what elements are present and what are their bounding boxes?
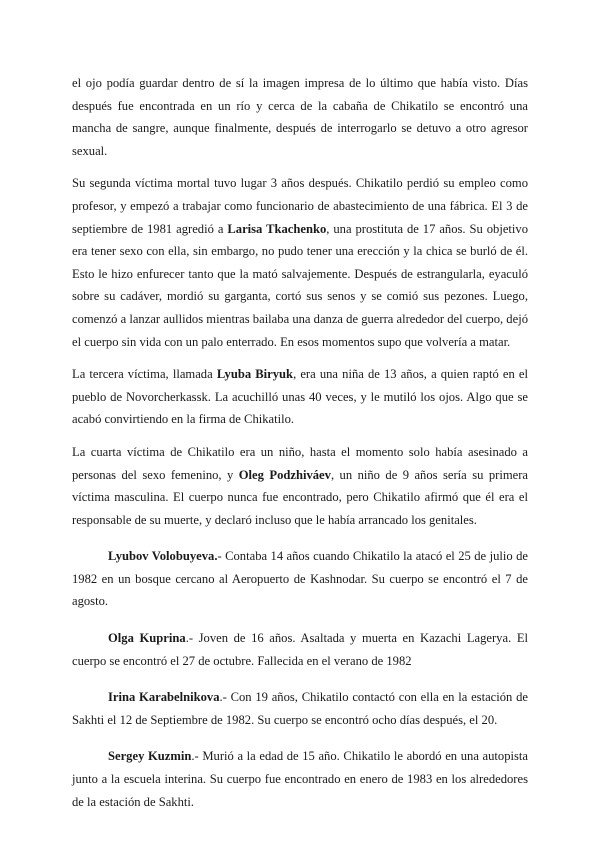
paragraph-text: , era una niña de 13 años, a quien raptó en el pueblo de Novorcherkassk. La acuchilló unas 40 veces, y le mutiló los ojos. Algo que se acabó convirtiendo en la firma de Chikatilo. (72, 367, 529, 427)
paragraph-second-victim (72, 172, 528, 353)
victim-name: Sergey Kuzmin (108, 749, 192, 764)
paragraph-text: , una prostituta de 17 años. Su objetivo era tener sexo con ella, sin embargo, no pudo tener una erección y la chica se burló de él. Esto le hizo enfurecer tanto que la mató salvajemente. Después de estrangularla, eyaculó sobre su cadáver, mordió su garganta, cortó sus senos y se comió sus pezones. Luego, comenzó a lanzar aullidos mientras bailaba una danza de guerra alrededor del cuerpo, dejó el cuerpo sin vida con un palo enterrado. En esos momentos supo que volvería a matar. (72, 221, 529, 349)
victim-description: .- Joven de 16 años. Asaltada y muerta en Kazachi Lagerya. El cuerpo se encontró el 27 de octubre. Fallecida en el verano de 1982 (72, 631, 529, 668)
victim-name: Olga Kuprina (108, 631, 186, 646)
paragraph-text: el ojo podía guardar dentro de sí la imagen impresa de lo último que había visto. Días después fue encontrada en un río y cerca de la cabaña de Chikatilo se encontró una mancha de sangre, aunque finalmente, después de interrogarlo se detuvo a otro agresor sexual. (72, 76, 528, 158)
victim-description: .- Murió a la edad de 15 año. Chikatilo le abordó en una autopista junto a la escuela interina. Su cuerpo fue encontrado en enero de 1983 en los alrededores de la estación de Sakhti. (72, 749, 528, 809)
paragraph-text: La cuarta víctima de Chikatilo era un niño, hasta el momento solo había asesinado a personas del sexo femenino, y (72, 444, 528, 482)
victim-description: - Contaba 14 años cuando Chikatilo la atacó el 25 de julio de 1982 en un bosque cercano al Aeropuerto de Kashnodar. Su cuerpo se encontró el 7 de agosto. (72, 549, 528, 609)
paragraph-text: La tercera víctima, llamada (72, 367, 217, 382)
paragraph-intro (72, 72, 528, 162)
paragraph-fourth-victim (72, 441, 528, 531)
victim-name: Larisa Tkachenko (227, 221, 327, 236)
victim-entry (72, 686, 528, 731)
victim-name: Oleg Podzhiváev (238, 467, 331, 482)
paragraph-third-victim (72, 363, 528, 431)
victim-name: Lyuba Biryuk (216, 367, 294, 382)
victim-entry (72, 627, 528, 672)
victim-description: .- Con 19 años, Chikatilo contactó con ella en la estación de Sakhti el 12 de Septiembre de 1982. Su cuerpo se encontró ocho días después, el 20. (72, 690, 528, 727)
victim-name: Irina Karabelnikova (108, 690, 220, 705)
paragraph-text: , un niño de 9 años sería su primera víctima masculina. El cuerpo nunca fue encontrado, pero Chikatilo afirmó que él era el responsable de su muerte, y declaró incluso que le había arrancado los genitales. (72, 467, 529, 527)
victim-entry (72, 545, 528, 613)
victim-name: Lyubov Volobuyeva. (108, 549, 218, 564)
victim-entry (72, 745, 528, 813)
paragraph-text: Su segunda víctima mortal tuvo lugar 3 años después. Chikatilo perdió su empleo como profesor, y empezó a trabajar como funcionario de abastecimiento de una fábrica. El 3 de septiembre de 1981 agredió a (72, 176, 528, 236)
